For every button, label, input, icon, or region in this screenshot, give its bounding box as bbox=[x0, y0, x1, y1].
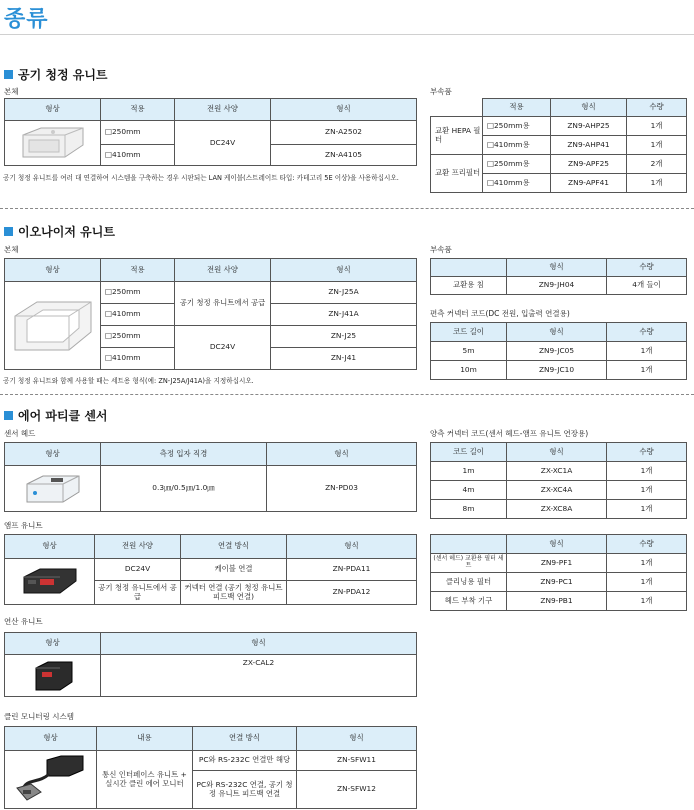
cell-apply: □410mm bbox=[101, 145, 175, 166]
section-title-text: 공기 청정 유니트 bbox=[18, 68, 108, 82]
sensor-head-table bbox=[4, 442, 417, 512]
ext-cord-table bbox=[430, 442, 687, 519]
col-header: 형식 bbox=[507, 323, 607, 342]
cell-connection: 케이블 연결 bbox=[181, 559, 287, 581]
amp-unit-label: 앰프 유니트 bbox=[4, 521, 43, 530]
cell-model: ZX-XC4A bbox=[507, 481, 607, 500]
ionizer-note: 공기 청정 유니트와 함께 사용할 때는 세트용 형식(예: ZN-J25A/J41A)을 지정하십시오. bbox=[3, 377, 254, 385]
clean-monitoring-image bbox=[6, 754, 95, 806]
cell-model: ZN9-AHP25 bbox=[551, 117, 627, 136]
cell-model: ZN-J41 bbox=[271, 348, 417, 370]
col-header: 수량 bbox=[607, 535, 687, 554]
col-header: 수량 bbox=[607, 259, 687, 277]
cell-apply: □410mm용 bbox=[483, 174, 551, 193]
accessory-label: 부속품 bbox=[430, 87, 452, 96]
cell-model: ZN9-JC10 bbox=[507, 361, 607, 380]
cell-connection: PC와 RS-232C 연결만 해당 bbox=[193, 751, 297, 771]
air-purifier-image bbox=[6, 125, 99, 161]
cell-apply: □250mm bbox=[101, 326, 175, 348]
cell-apply: □410mm bbox=[101, 304, 175, 326]
col-header: 형상 bbox=[5, 633, 101, 655]
product-image-cell bbox=[5, 466, 101, 512]
cell-model: ZN9-PB1 bbox=[507, 592, 607, 611]
col-header: 형식 bbox=[287, 535, 417, 559]
col-header: 내용 bbox=[97, 727, 193, 751]
cell-name: 교환용 침 bbox=[431, 277, 507, 295]
col-header bbox=[431, 259, 507, 277]
cell-model: ZN9-JH04 bbox=[507, 277, 607, 295]
section-divider bbox=[0, 394, 694, 395]
cell-apply: □250mm bbox=[101, 282, 175, 304]
col-header: 전원 사양 bbox=[175, 99, 271, 121]
cell-apply: □250mm용 bbox=[483, 117, 551, 136]
cell-model: ZN9-PC1 bbox=[507, 573, 607, 592]
product-image-cell bbox=[5, 282, 101, 370]
cell-length: 5m bbox=[431, 342, 507, 361]
section-marker-icon bbox=[4, 411, 13, 420]
cell-length: 1m bbox=[431, 462, 507, 481]
cell-model: ZN-SFW11 bbox=[297, 751, 417, 771]
clean-monitoring-table bbox=[4, 726, 417, 809]
section-divider bbox=[0, 208, 694, 209]
sensor-head-image bbox=[6, 470, 99, 508]
cell-model: ZN-A2502 bbox=[271, 121, 417, 145]
col-header: 코드 길이 bbox=[431, 323, 507, 342]
col-header: 전원 사양 bbox=[95, 535, 181, 559]
cell-model: ZN9-APF41 bbox=[551, 174, 627, 193]
section-title-particle bbox=[4, 407, 108, 424]
col-header: 적용 bbox=[101, 259, 175, 282]
cell-model: ZX-CAL2 bbox=[101, 655, 417, 697]
cell-qty: 1개 bbox=[607, 342, 687, 361]
cell-power: 공기 청정 유니트에서 공급 bbox=[95, 581, 181, 605]
cell-power: DC24V bbox=[95, 559, 181, 581]
amp-unit-table bbox=[4, 534, 417, 605]
cell-name: 헤드 부착 기구 bbox=[431, 592, 507, 611]
product-image-cell bbox=[5, 121, 101, 166]
section-marker-icon bbox=[4, 227, 13, 236]
amp-unit-image bbox=[6, 565, 93, 599]
col-header: 형식 bbox=[507, 535, 607, 554]
col-header: 형식 bbox=[551, 99, 627, 117]
col-header: 형식 bbox=[507, 443, 607, 462]
calc-unit-label: 연산 유니트 bbox=[4, 617, 43, 626]
section-title-air-purifier bbox=[4, 66, 108, 83]
cell-qty: 1개 bbox=[607, 592, 687, 611]
cell-connection: PC와 RS-232C 연결, 공기 청정 유니트 피드백 연결 bbox=[193, 771, 297, 809]
cell-length: 10m bbox=[431, 361, 507, 380]
col-header: 수량 bbox=[627, 99, 687, 117]
cell-name: (센서 헤드) 교환용 필터 세트 bbox=[431, 554, 507, 573]
clean-monitoring-label: 클린 모니터링 시스템 bbox=[4, 712, 74, 721]
col-header: 형식 bbox=[271, 259, 417, 282]
product-image-cell bbox=[5, 655, 101, 697]
col-header: 형상 bbox=[5, 535, 95, 559]
cell-power: DC24V bbox=[175, 121, 271, 166]
cell-model: ZN-PD03 bbox=[267, 466, 417, 512]
calc-unit-image bbox=[6, 658, 99, 694]
section-title-text: 이오나이저 유니트 bbox=[18, 225, 115, 239]
cell-qty: 1개 bbox=[607, 500, 687, 519]
col-header: 수량 bbox=[607, 443, 687, 462]
col-header: 형상 bbox=[5, 443, 101, 466]
air-purifier-accessory-table bbox=[430, 98, 687, 193]
col-header: 연결 방식 bbox=[181, 535, 287, 559]
cell-model: ZN9-AHP41 bbox=[551, 136, 627, 155]
body-label: 본체 bbox=[4, 87, 19, 96]
cell-group: 교환 프리필터 bbox=[431, 155, 483, 193]
cell-qty: 4개 들이 bbox=[607, 277, 687, 295]
product-image-cell bbox=[5, 751, 97, 809]
cell-length: 8m bbox=[431, 500, 507, 519]
section-title-ionizer bbox=[4, 223, 115, 240]
col-header: 형식 bbox=[267, 443, 417, 466]
cell-apply: □410mm bbox=[101, 348, 175, 370]
body-label: 본체 bbox=[4, 245, 19, 254]
ionizer-table bbox=[4, 258, 417, 370]
col-header: 측정 입자 직경 bbox=[101, 443, 267, 466]
section-title-text: 에어 파티클 센서 bbox=[18, 409, 108, 423]
cell-qty: 1개 bbox=[627, 136, 687, 155]
cell-model: ZN-A4105 bbox=[271, 145, 417, 166]
cell-apply: □410mm용 bbox=[483, 136, 551, 155]
cell-qty: 1개 bbox=[607, 573, 687, 592]
section-marker-icon bbox=[4, 70, 13, 79]
col-header: 적용 bbox=[101, 99, 175, 121]
calc-unit-table bbox=[4, 632, 417, 697]
cell-model: ZN-J41A bbox=[271, 304, 417, 326]
col-header: 코드 길이 bbox=[431, 443, 507, 462]
col-header: 수량 bbox=[607, 323, 687, 342]
col-header: 형상 bbox=[5, 259, 101, 282]
accessory-label: 부속품 bbox=[430, 245, 452, 254]
col-header bbox=[431, 535, 507, 554]
air-purifier-table bbox=[4, 98, 417, 166]
col-header: 연결 방식 bbox=[193, 727, 297, 751]
cell-model: ZN9-PF1 bbox=[507, 554, 607, 573]
col-header: 형식 bbox=[101, 633, 417, 655]
cell-power: DC24V bbox=[175, 326, 271, 370]
ionizer-accessory-table bbox=[430, 258, 687, 295]
col-header: 형상 bbox=[5, 727, 97, 751]
cell-qty: 1개 bbox=[627, 117, 687, 136]
sensor-parts-table bbox=[430, 534, 687, 611]
cell-qty: 2개 bbox=[627, 155, 687, 174]
cell-name: 클리닝용 필터 bbox=[431, 573, 507, 592]
cell-model: ZN-J25A bbox=[271, 282, 417, 304]
cell-length: 4m bbox=[431, 481, 507, 500]
cell-apply: □250mm용 bbox=[483, 155, 551, 174]
cord-label: 편측 커넥터 코드(DC 전원, 입출력 연결용) bbox=[430, 309, 570, 318]
cell-model: ZN9-JC05 bbox=[507, 342, 607, 361]
sensor-head-label: 센서 헤드 bbox=[4, 429, 36, 438]
cell-content: 통신 인터페이스 유니트 + 실시간 클린 에어 모니터 bbox=[97, 751, 193, 809]
product-image-cell bbox=[5, 559, 95, 605]
col-header: 형식 bbox=[507, 259, 607, 277]
cell-model: ZX-XC1A bbox=[507, 462, 607, 481]
page-title: 종류 bbox=[4, 7, 49, 32]
cell-model: ZN-PDA12 bbox=[287, 581, 417, 605]
cell-model: ZX-XC8A bbox=[507, 500, 607, 519]
cell-qty: 1개 bbox=[607, 361, 687, 380]
cell-model: ZN-SFW12 bbox=[297, 771, 417, 809]
ionizer-cord-table bbox=[430, 322, 687, 380]
air-purifier-note: 공기 청정 유니트를 여러 대 연결하여 시스템을 구축하는 경우 시판되는 LAN 케이블(스트레이트 타입: 카테고리 5E 이상)을 사용하십시오. bbox=[3, 174, 399, 182]
col-header: 전원 사양 bbox=[175, 259, 271, 282]
cell-particle-size: 0.3㎛/0.5㎛/1.0㎛ bbox=[101, 466, 267, 512]
cell-qty: 1개 bbox=[627, 174, 687, 193]
ext-cord-label: 양측 커넥터 코드(센서 헤드-앰프 유니트 연장용) bbox=[430, 429, 589, 438]
blank-corner bbox=[431, 99, 483, 117]
cell-qty: 1개 bbox=[607, 462, 687, 481]
cell-power: 공기 청정 유니트에서 공급 bbox=[175, 282, 271, 326]
cell-apply: □250mm bbox=[101, 121, 175, 145]
ionizer-image bbox=[6, 298, 99, 354]
cell-model: ZN9-APF25 bbox=[551, 155, 627, 174]
col-header: 형식 bbox=[271, 99, 417, 121]
cell-connection: 커넥터 연결 (공기 청정 유니트 피드백 연결) bbox=[181, 581, 287, 605]
col-header: 형상 bbox=[5, 99, 101, 121]
cell-qty: 1개 bbox=[607, 481, 687, 500]
cell-model: ZN-PDA11 bbox=[287, 559, 417, 581]
cell-model: ZN-J25 bbox=[271, 326, 417, 348]
col-header: 형식 bbox=[297, 727, 417, 751]
cell-qty: 1개 bbox=[607, 554, 687, 573]
title-divider bbox=[0, 34, 694, 35]
col-header: 적용 bbox=[483, 99, 551, 117]
cell-group: 교환 HEPA 필터 bbox=[431, 117, 483, 155]
